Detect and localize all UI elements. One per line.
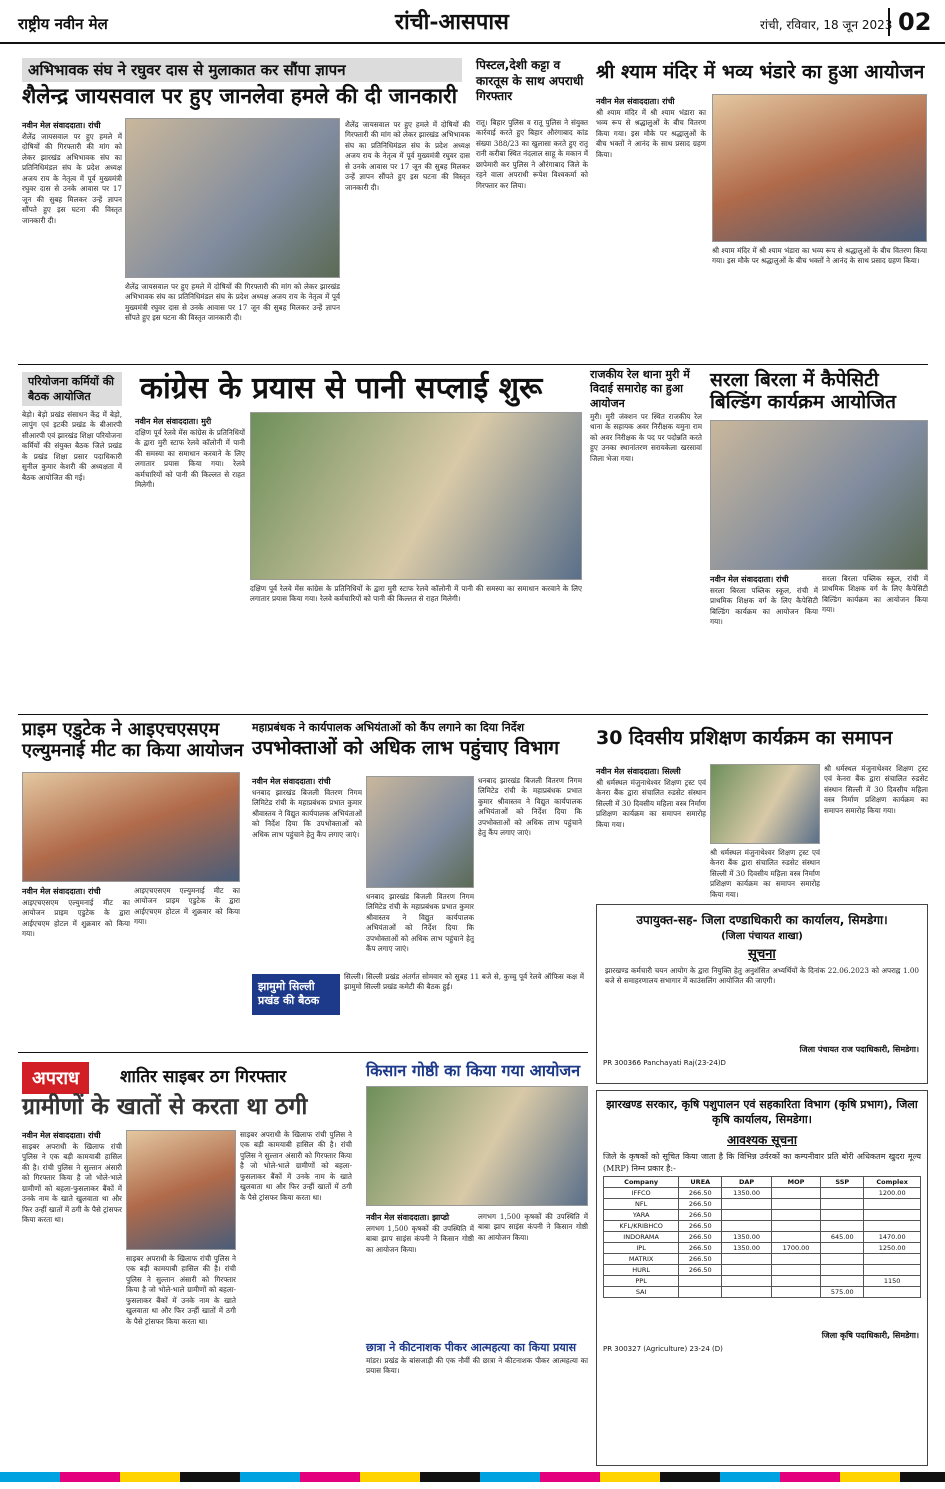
notice-ad-title: उपायुक्त-सह- जिला दण्डाधिकारी का कार्यालय, सिमडेगा। xyxy=(636,913,888,927)
rate-col-header: MOP xyxy=(771,1177,820,1188)
story2-kicker: पिस्टल,देशी कट्टा व कारतूस के साथ अपराधी गिरफ्तार xyxy=(476,58,584,104)
story5-headline: कांग्रेस के प्रयास से पानी सप्लाई शुरू xyxy=(140,371,543,406)
story1-body-cont: शैलेंद्र जायसवाल पर हुए हमले में दोषियों की गिरफ्तारी की मांग को लेकर झारखंड अभिभावक संघ का प्रतिनिधिमंडल संघ के प्रदेश अध्यक्ष अजय राय के नेतृत्व में पूर्व मुख्यमंत्री रघुवर दास से उनके आवास पर 17 जून की सुबह मिलकर उन्हें ज्ञापन सौंपते हुए इस घटना की विस्तृत जानकारी दी। xyxy=(345,120,470,192)
story9-body-cont: धनबाद झारखंड बिजली वितरण निगम लिमिटेड रांची के महाप्रबंधक प्रभात कुमार श्रीवास्तव ने विद्युत कार्यपालक अभियंताओं को निर्देश दिया कि उपभोक्ताओं को अधिक लाभ पहुंचाने हेतु कैंप लगाए जाएं। xyxy=(366,892,474,954)
table-row xyxy=(604,1210,921,1221)
rate-cell xyxy=(821,1221,864,1232)
story2-body: रातू। बिहार पुलिस व रातू पुलिस ने संयुक्त कार्रवाई करते हुए बिहार औरंगाबाद कांड संख्या 388/23 का खुलासा करते हुए रातू रानी करीबा स्थित नंदलाल साहू के मकान में छापेमारी कर पुलिस ने औरंगाबाद जिले के रहने वाला अपराधी रूपेश विश्वकर्मा को गिरफ्तार कर लिया। xyxy=(476,118,588,190)
notice-ad-subtitle: (जिला पंचायत शाखा) xyxy=(721,931,803,942)
story12-byline: नवीन मेल संवाददाता। रांची xyxy=(22,1131,101,1140)
story10-photo xyxy=(710,764,820,844)
rate-cell xyxy=(722,1254,771,1265)
story7-byline: नवीन मेल संवाददाता। रांची xyxy=(710,575,789,584)
rate-cell xyxy=(821,1188,864,1199)
story12-body: साइबर अपराधी के खिलाफ रांची पुलिस ने एक बड़ी कामयाबी हासिल की है। रांची पुलिस ने सुल्तान अंसारी को गिरफ्तार किया है जो भोले-भाले ग्रामीणों को बहला-फुसलाकर बैंकों में उनके नाम के खाते खुलवाता था और फिर उन्हीं खातों में ठगी के पैसे ट्रांसफर किया करता था। xyxy=(22,1142,122,1225)
story1-photo xyxy=(125,118,340,278)
story9-photo xyxy=(366,776,474,888)
rate-col-header: Complex xyxy=(864,1177,921,1188)
rate-cell xyxy=(771,1265,820,1276)
story8-headline: प्राइम एडुटेक ने आइएचएसएम एल्युमनाई मीट का किया आयोजन xyxy=(22,719,244,761)
story3-headline: श्री श्याम मंदिर में भव्य भंडारे का हुआ आयोजन xyxy=(596,61,925,83)
notice-ad-heading: सूचना xyxy=(748,947,776,962)
story13-sub-body: मांडर। प्रखंड के बांसजाड़ी की एक नौवीं की छात्रा ने कीटनाशक पीकर आत्महत्या का प्रयास किया। xyxy=(366,1356,588,1376)
story5-body: दक्षिण पूर्व रेलवे मेंस कांग्रेस के प्रतिनिधियों के द्वारा मुरी स्टाफ रेलवे कॉलोनी में पानी की समस्या का समाधान करवाने के लिए लगातार प्रयास किया गया। रेलवे कर्मचारियों को पानी की किल्लत से राहत मिलेगी। xyxy=(135,428,245,490)
rate-cell xyxy=(722,1221,771,1232)
story10-body: श्री धर्मस्थल मंजुनाथेश्वर शिक्षण ट्रस्ट एवं केनरा बैंक द्वारा संचालित रुडसेट संस्थान सिल्ली में 30 दिवसीय महिला वस्त्र निर्माण प्रशिक्षण कार्यक्रम का समापन समारोह किया गया। xyxy=(596,778,706,829)
story9-kicker: महाप्रबंधक ने कार्यपालक अभियंताओं को कैंप लगाने का दिया निर्देश xyxy=(252,721,525,734)
rate-cell: 266.50 xyxy=(679,1221,722,1232)
story7-headline: सरला बिरला में कैपेसिटी बिल्डिंग कार्यक्रम आयोजित xyxy=(710,369,896,413)
rate-cell xyxy=(864,1199,921,1210)
story5-body-cont: दक्षिण पूर्व रेलवे मेंस कांग्रेस के प्रतिनिधियों के द्वारा मुरी स्टाफ रेलवे कॉलोनी में पानी की समस्या का समाधान करवाने के लिए लगातार प्रयास किया गया। रेलवे कर्मचारियों को पानी की किल्लत से राहत मिलेगी। xyxy=(250,584,582,604)
rate-cell: 1200.00 xyxy=(864,1188,921,1199)
story4-kicker: परियोजना कर्मियों की बैठक आयोजित xyxy=(22,372,122,406)
rate-col-header: SSP xyxy=(821,1177,864,1188)
rate-cell xyxy=(722,1287,771,1298)
rate-cell: 266.50 xyxy=(679,1210,722,1221)
rate-cell xyxy=(864,1265,921,1276)
rate-cell: HURL xyxy=(604,1265,679,1276)
rate-cell: 266.50 xyxy=(679,1243,722,1254)
story12-body-cont2: साइबर अपराधी के खिलाफ रांची पुलिस ने एक बड़ी कामयाबी हासिल की है। रांची पुलिस ने सुल्तान अंसारी को गिरफ्तार किया है जो भोले-भाले ग्रामीणों को बहला-फुसलाकर बैंकों में उनके नाम के खाते खुलवाता था और फिर उन्हीं खातों में ठगी के पैसे ट्रांसफर किया करता था। xyxy=(240,1130,352,1202)
story5-photo xyxy=(250,412,582,580)
table-row xyxy=(604,1276,921,1287)
story3-body: श्री श्याम मंदिर में श्री श्याम भंडारा का भव्य रूप से श्रद्धालुओं के बीच वितरण किया गया। इस मौके पर श्रद्धालुओं के बीच भक्तों ने आनंद के साथ प्रसाद ग्रहण किया। xyxy=(596,108,706,159)
rate-cell: 266.50 xyxy=(679,1188,722,1199)
notice-ad-body: झारखण्ड कर्मचारी चयन आयोग के द्वारा नियुक्ति हेतु अनुशंसित अभ्यर्थियों के दिनांक 22.06.2023 को अपराह्न 1.00 बजे से समाहरणालय सभागार में काउंसलिंग आयोजित की जाएगी। xyxy=(605,966,919,986)
story6-kicker: राजकीय रेल थाना मुरी में विदाई समारोह का हुआ आयोजन xyxy=(590,368,690,410)
rate-cell: 1470.00 xyxy=(864,1232,921,1243)
agri-ad-title: झारखण्ड सरकार, कृषि पशुपालन एवं सहकारिता विभाग (कृषि प्रभाग), जिला कृषि कार्यालय, सिमडेगा। xyxy=(606,1098,918,1126)
notice-ad-panchayat xyxy=(596,904,928,1084)
story10-byline: नवीन मेल संवाददाता। सिल्ली xyxy=(596,767,681,776)
story7-photo xyxy=(710,420,928,570)
crime-tag: अपराध xyxy=(22,1062,89,1094)
page-number: 02 xyxy=(888,8,931,36)
agri-ad-heading: आवश्यक सूचना xyxy=(727,1133,797,1147)
rate-cell: 266.50 xyxy=(679,1254,722,1265)
story7-body: सरला बिरला पब्लिक स्कूल, रांची में प्राथमिक शिक्षक वर्ग के लिए कैपेसिटी बिल्डिंग कार्यक्रम का आयोजन किया गया। xyxy=(710,586,818,627)
rate-cell: PPL xyxy=(604,1276,679,1287)
rate-cell: 1150 xyxy=(864,1276,921,1287)
story7-body-cont: सरला बिरला पब्लिक स्कूल, रांची में प्राथमिक शिक्षक वर्ग के लिए कैपेसिटी बिल्डिंग कार्यक्रम का आयोजन किया गया। xyxy=(822,574,928,615)
story8-body-cont: आइएचएसएम एल्युमनाई मीट का आयोजन प्राइम एडुटेक के द्वारा आईएचएम होटल में शुक्रवार को किया गया। xyxy=(134,886,240,927)
rate-cell: IFFCO xyxy=(604,1188,679,1199)
rate-cell: 1350.00 xyxy=(722,1188,771,1199)
fertilizer-rate-table xyxy=(603,1176,921,1298)
divider xyxy=(18,364,928,365)
rate-cell xyxy=(771,1232,820,1243)
page-title: रांची-आसपास xyxy=(395,9,509,35)
color-registration-bar xyxy=(0,1472,945,1482)
rate-cell: 266.50 xyxy=(679,1265,722,1276)
story1-headline: शैलेन्द्र जायसवाल पर हुए जानलेवा हमले की दी जानकारी xyxy=(22,84,458,108)
story1-kicker: अभिभावक संघ ने रघुवर दास से मुलाकात कर सौंपा ज्ञापन xyxy=(22,58,462,82)
newspaper-logo: राष्ट्रीय नवीन मेल xyxy=(18,15,108,33)
table-row xyxy=(604,1254,921,1265)
rate-cell: 645.00 xyxy=(821,1232,864,1243)
story9-headline: उपभोक्ताओं को अधिक लाभ पहुंचाए विभाग xyxy=(252,737,560,759)
divider xyxy=(18,1052,588,1053)
story5-byline: नवीन मेल संवाददाता। मुरी xyxy=(135,417,212,426)
rate-cell xyxy=(771,1287,820,1298)
table-row xyxy=(604,1243,921,1254)
rate-cell: 1350.00 xyxy=(722,1232,771,1243)
notice-ad-signature: जिला पंचायत राज पदाधिकारी, सिमडेगा। xyxy=(799,1045,919,1054)
rate-cell: SAI xyxy=(604,1287,679,1298)
rate-cell xyxy=(864,1221,921,1232)
rate-cell xyxy=(771,1221,820,1232)
table-row xyxy=(604,1199,921,1210)
rate-cell xyxy=(771,1199,820,1210)
story1-body-cont2: शैलेंद्र जायसवाल पर हुए हमले में दोषियों की गिरफ्तारी की मांग को लेकर झारखंड अभिभावक संघ का प्रतिनिधिमंडल संघ के प्रदेश अध्यक्ष अजय राय के नेतृत्व में पूर्व मुख्यमंत्री रघुवर दास से उनके आवास पर 17 जून की सुबह मिलकर उन्हें ज्ञापन सौंपते हुए इस घटना की विस्तृत जानकारी दी। xyxy=(125,282,340,323)
rate-cell xyxy=(771,1254,820,1265)
table-row xyxy=(604,1265,921,1276)
story3-photo xyxy=(712,94,927,242)
rate-cell: 266.50 xyxy=(679,1232,722,1243)
story6-body: मुरी। मुरी जंक्शन पर स्थित राजकीय रेल थाना के सहायक अवर निरीक्षक यमुना राम को अवर निरीक्षक के पद पर पदोन्नति करते हुए उनका स्थानांतरण सरायकेला खरसावां जिला भेजा गया। xyxy=(590,412,702,463)
story11-kicker: झामुमो सिल्ली प्रखंड की बैठक xyxy=(252,974,340,1015)
story8-body: आइएचएसएम एल्युमनाई मीट का आयोजन प्राइम एडुटेक के द्वारा आईएचएम होटल में शुक्रवार को किया गया। xyxy=(22,898,130,939)
rate-cell: YARA xyxy=(604,1210,679,1221)
story12-photo xyxy=(126,1130,236,1250)
agri-ad-intro: जिले के कृषकों को सूचित किया जाता है कि विभिन्न उर्वरकों का कम्पनीवार प्रति बोरी अधिकतम खुदरा मूल्य (MRP) निम्न प्रकार है:- xyxy=(603,1152,921,1173)
story3-byline: नवीन मेल संवाददाता। रांची xyxy=(596,97,675,106)
agri-ad-signature: जिला कृषि पदाधिकारी, सिमडेगा। xyxy=(821,1331,919,1340)
rate-cell xyxy=(821,1276,864,1287)
table-row xyxy=(604,1188,921,1199)
rate-cell xyxy=(722,1199,771,1210)
story1-byline: नवीन मेल संवाददाता। रांची xyxy=(22,121,101,130)
rate-col-header: UREA xyxy=(679,1177,722,1188)
rate-cell xyxy=(679,1276,722,1287)
table-row xyxy=(604,1232,921,1243)
agri-ad-pr: PR 300327 (Agriculture) 23-24 (D) xyxy=(603,1345,723,1353)
rate-cell: 575.00 xyxy=(821,1287,864,1298)
rate-cell: 1700.00 xyxy=(771,1243,820,1254)
divider xyxy=(18,714,928,715)
story3-body-cont: श्री श्याम मंदिर में श्री श्याम भंडारा का भव्य रूप से श्रद्धालुओं के बीच वितरण किया गया। इस मौके पर श्रद्धालुओं के बीच भक्तों ने आनंद के साथ प्रसाद ग्रहण किया। xyxy=(712,246,927,266)
notice-ad-pr: PR 300366 Panchayati Raj(23-24)D xyxy=(603,1059,726,1067)
story9-body: धनबाद झारखंड बिजली वितरण निगम लिमिटेड रांची के महाप्रबंधक प्रभात कुमार श्रीवास्तव ने विद्युत कार्यपालक अभियंताओं को निर्देश दिया कि उपभोक्ताओं को अधिक लाभ पहुंचाने हेतु कैंप लगाए जाएं। xyxy=(252,788,362,839)
story8-photo xyxy=(22,772,240,882)
rate-cell xyxy=(821,1210,864,1221)
rate-cell xyxy=(864,1210,921,1221)
table-row xyxy=(604,1287,921,1298)
rate-cell xyxy=(722,1265,771,1276)
rate-cell xyxy=(821,1243,864,1254)
rate-cell: 266.50 xyxy=(679,1199,722,1210)
story10-headline: 30 दिवसीय प्रशिक्षण कार्यक्रम का समापन xyxy=(596,727,893,749)
rate-cell xyxy=(771,1210,820,1221)
notice-ad-agriculture xyxy=(596,1090,928,1466)
rate-col-header: DAP xyxy=(722,1177,771,1188)
story13-photo xyxy=(366,1086,588,1206)
rate-cell xyxy=(864,1254,921,1265)
story8-byline: नवीन मेल संवाददाता। रांची xyxy=(22,887,101,896)
table-row xyxy=(604,1221,921,1232)
story1-body: शैलेंद्र जायसवाल पर हुए हमले में दोषियों की गिरफ्तारी की मांग को लेकर झारखंड अभिभावक संघ का प्रतिनिधिमंडल संघ के प्रदेश अध्यक्ष अजय राय के नेतृत्व में पूर्व मुख्यमंत्री रघुवर दास से उनके आवास पर 17 जून की सुबह मिलकर उन्हें ज्ञापन सौंपते हुए इस घटना की विस्तृत जानकारी दी। xyxy=(22,132,122,225)
rate-cell: INDORAMA xyxy=(604,1232,679,1243)
rate-cell: MATRIX xyxy=(604,1254,679,1265)
dateline: रांची, रविवार, 18 जून 2023 xyxy=(760,18,893,32)
rate-cell: 1250.00 xyxy=(864,1243,921,1254)
rate-cell xyxy=(864,1287,921,1298)
rate-cell xyxy=(821,1254,864,1265)
rate-cell xyxy=(821,1265,864,1276)
story13-body: लगभग 1,500 कृषकों की उपस्थिति में बाबा झाप साइंस कंपनी ने किसान गोष्ठी का आयोजन किया। xyxy=(366,1224,474,1254)
story10-body-cont2: श्री धर्मस्थल मंजुनाथेश्वर शिक्षण ट्रस्ट एवं केनरा बैंक द्वारा संचालित रुडसेट संस्थान सिल्ली में 30 दिवसीय महिला वस्त्र निर्माण प्रशिक्षण कार्यक्रम का समापन समारोह किया गया। xyxy=(824,764,928,815)
rate-cell xyxy=(771,1188,820,1199)
story13-body-cont: लगभग 1,500 कृषकों की उपस्थिति में बाबा झाप साइंस कंपनी ने किसान गोष्ठी का आयोजन किया। xyxy=(478,1212,588,1242)
rate-cell xyxy=(722,1210,771,1221)
story4-body: बेड़ो। बेड़ो प्रखंड संसाधन केंद्र में बेड़ो, लापुंग एवं इटकी प्रखंड के बीआरपी सीआरपी एवं झारखंड शिक्षा परियोजना कर्मियों की संयुक्त बैठक जिले प्रखंड के प्रखंड शिक्षा प्रसार पदाधिकारी सुनील कुमार केशरी की अध्यक्षता में बैठक आयोजित की गई। xyxy=(22,410,122,482)
story13-byline: नवीन मेल संवाददाता। झाप्डो xyxy=(366,1213,450,1222)
rate-col-header: Company xyxy=(604,1177,679,1188)
story12-headline: ग्रामीणों के खातों से करता था ठगी xyxy=(22,1094,308,1120)
rate-cell xyxy=(821,1199,864,1210)
story9-body-cont2: धनबाद झारखंड बिजली वितरण निगम लिमिटेड रांची के महाप्रबंधक प्रभात कुमार श्रीवास्तव ने विद्युत कार्यपालक अभियंताओं को निर्देश दिया कि उपभोक्ताओं को अधिक लाभ पहुंचाने हेतु कैंप लगाए जाएं। xyxy=(478,776,582,838)
story13-headline: किसान गोष्ठी का किया गया आयोजन xyxy=(366,1061,581,1080)
story13-sub-headline: छात्रा ने कीटनाशक पीकर आत्महत्या का किया प्रयास xyxy=(366,1341,577,1354)
rate-cell xyxy=(771,1276,820,1287)
rate-cell: KFL/KRIBHCO xyxy=(604,1221,679,1232)
rate-cell: IPL xyxy=(604,1243,679,1254)
story11-body: सिल्ली। सिल्ली प्रखंड अंतर्गत सोमवार को सुबह 11 बजे से, कुच्चु पूर्व रेलवे ऑफिस कक्ष में झामुमो सिल्ली प्रखंड कमेटी की बैठक हुई। xyxy=(344,972,584,992)
story10-body-cont: श्री धर्मस्थल मंजुनाथेश्वर शिक्षण ट्रस्ट एवं केनरा बैंक द्वारा संचालित रुडसेट संस्थान सिल्ली में 30 दिवसीय महिला वस्त्र निर्माण प्रशिक्षण कार्यक्रम का समापन समारोह किया गया। xyxy=(710,848,820,898)
rate-cell xyxy=(679,1287,722,1298)
rate-cell: NFL xyxy=(604,1199,679,1210)
story9-byline: नवीन मेल संवाददाता। रांची xyxy=(252,777,331,786)
story12-kicker: शातिर साइबर ठग गिरफ्तार xyxy=(120,1067,287,1087)
rate-cell xyxy=(722,1276,771,1287)
rate-cell: 1350.00 xyxy=(722,1243,771,1254)
story12-body-cont: साइबर अपराधी के खिलाफ रांची पुलिस ने एक बड़ी कामयाबी हासिल की है। रांची पुलिस ने सुल्तान अंसारी को गिरफ्तार किया है जो भोले-भाले ग्रामीणों को बहला-फुसलाकर बैंकों में उनके नाम के खाते खुलवाता था और फिर उन्हीं खातों में ठगी के पैसे ट्रांसफर किया करता था। xyxy=(126,1254,236,1326)
